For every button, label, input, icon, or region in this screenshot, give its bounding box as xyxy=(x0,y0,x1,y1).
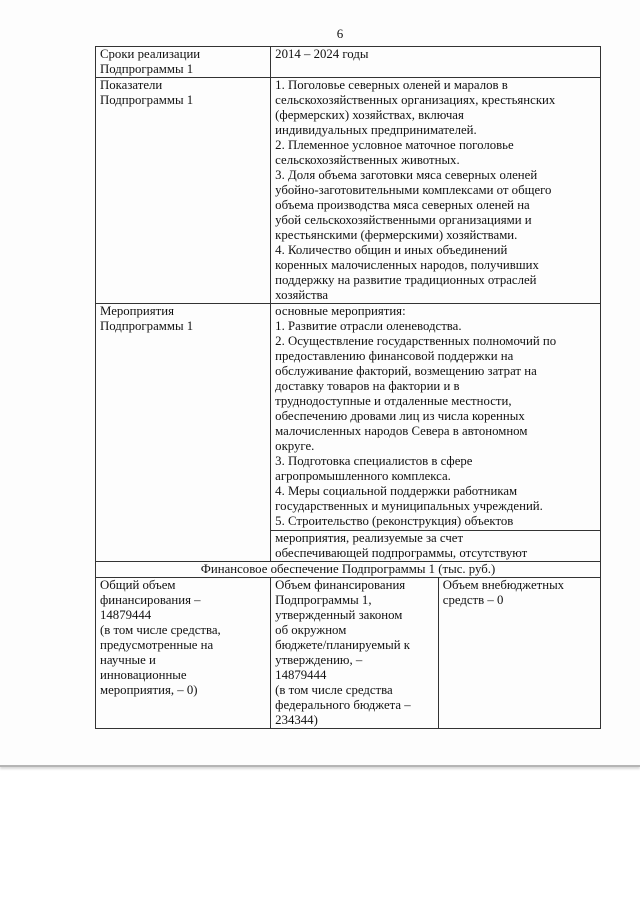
finance-header: Финансовое обеспечение Подпрограммы 1 (тыс. руб.) xyxy=(96,562,601,578)
row-label: Мероприятия Подпрограммы 1 xyxy=(96,304,271,562)
row-value: 2014 – 2024 годы xyxy=(271,47,601,78)
row-label: Показатели Подпрограммы 1 xyxy=(96,78,271,304)
table-row-finance xyxy=(96,578,601,729)
table-row-indicators xyxy=(96,78,601,304)
finance-extrabudget: Объем внебюджетных средств – 0 xyxy=(438,578,600,729)
table-row-activities xyxy=(96,304,601,562)
row-label: Сроки реализации Подпрограммы 1 xyxy=(96,47,271,78)
finance-budget: Объем финансирования Подпрограммы 1, утвержденный законом об окружном бюджете/планируемый к утверждению, – 14879444 (в том числе средства федерального бюджета – 234344) xyxy=(271,578,439,729)
row-value: 1. Поголовье северных оленей и маралов в сельскохозяйственных организациях, крестьянских (фермерских) хозяйствах, включая индивидуальных предпринимателей. 2. Племенное условное маточное поголовье сельскохозяйственных животных. 3. Доля объема заготовки мяса северных оленей убойно-заготовительными комплексами от общего объема производства мяса северных оленей на убой сельскохозяйственными организациями и крестьянскими (фермерскими) хозяйствами. 4. Количество общин и иных объединений коренных малочисленных народов, получивших поддержку на развитие традиционных отраслей хозяйства xyxy=(271,78,601,304)
passport-table xyxy=(95,46,601,729)
finance-total: Общий объем финансирования – 14879444 (в том числе средства, предусмотренные на научные и инновационные мероприятия, – 0) xyxy=(96,578,271,729)
page-number: 6 xyxy=(336,26,344,41)
inner-divider: мероприятия, реализуемые за счет обеспечивающей подпрограммы, отсутствуют xyxy=(271,530,600,561)
table-row-terms xyxy=(96,47,601,78)
row-value: основные мероприятия: 1. Развитие отрасли оленеводства. 2. Осуществление государственных полномочий по предоставлению финансовой поддержки на обслуживание факторий, возмещению затрат на доставку товаров на фактории и в труднодоступные и отдаленные местности, обеспечению дровами лиц из числа коренных малочисленных народов Севера в автономном округе. 3. Подготовка специалистов в сфере агропромышленного комплекса. 4. Меры социальной поддержки работникам государственных и муниципальных учреждений. 5. Строительство (реконструкция) объектов мероприятия, реализуемые за счет обеспечивающей подпрограммы, отсутствуют xyxy=(271,304,601,562)
table-row-finance-header xyxy=(96,562,601,578)
